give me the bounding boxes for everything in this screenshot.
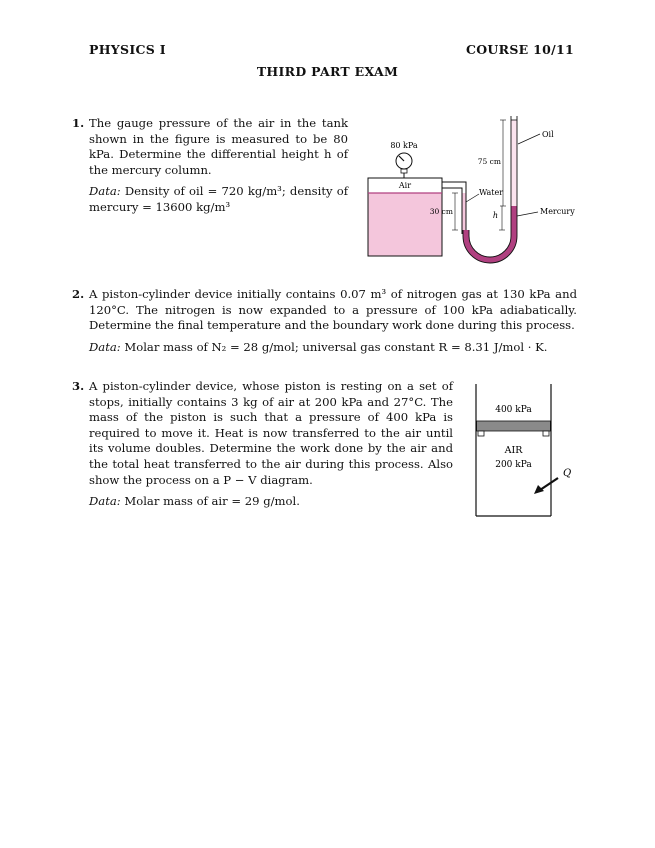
problem-2-number: 2.	[72, 287, 85, 301]
exam-title: THIRD PART EXAM	[256, 64, 399, 79]
problem-3-text: A piston-cylinder device, whose piston is resting on a set of stops, initially contains 3 kg of air at 200 kPa and 27°C. The mass of the piston is such that a pressure of 400 kPa is required to move it. Heat is now transferred to the air until its volume doubles. Determine the work done by the air and the total heat transferred to the air during this process. Also show the process on a P − V diagram.	[89, 379, 453, 487]
gas-label: AIR	[504, 445, 523, 456]
water-label: Water	[479, 188, 504, 197]
manometer-figure	[362, 112, 587, 264]
oil-label: Oil	[542, 130, 554, 139]
problem-2-data-label: Data:	[89, 339, 121, 354]
problem-3-data-text: Molar mass of air = 29 g/mol.	[124, 494, 300, 509]
problem-3-data	[89, 494, 453, 510]
gas-pressure-label: 200 kPa	[495, 460, 532, 470]
mercury-label: Mercury	[540, 207, 575, 216]
heat-arrow-icon	[540, 478, 558, 490]
problem-1-data	[89, 184, 348, 215]
dimension-30cm: 30 cm	[429, 207, 453, 216]
mercury-column	[466, 206, 514, 260]
dimension-h: h	[492, 211, 498, 220]
problem-2-text: A piston-cylinder device initially contains 0.07 m³ of nitrogen gas at 130 kPa and 120°C. The nitrogen is now expanded to a pressure of 100 kPa adiabatically. Determine the final temperature and the boundary work done during this process.	[89, 287, 577, 333]
problem-1-number: 1.	[72, 116, 85, 130]
stop-left	[478, 431, 484, 436]
problem-1-data-text: Density of oil = 720 kg/m³; density of mercury = 13600 kg/m³	[89, 184, 349, 214]
problem-1-text: The gauge pressure of the air in the tank shown in the figure is measured to be 80 kPa. Determine the differential height h of the mercury column.	[89, 116, 348, 177]
piston-cylinder-figure	[470, 382, 580, 520]
tank-label: Air	[398, 181, 412, 190]
problem-3	[89, 379, 453, 510]
heat-label: Q	[563, 468, 572, 479]
problem-1-data-label: Data:	[89, 184, 121, 199]
problem-1	[89, 116, 348, 216]
course-year: COURSE 10/11	[466, 42, 574, 57]
oil-column	[512, 120, 517, 206]
water-in-tank	[369, 193, 442, 256]
piston	[477, 421, 551, 431]
problem-2-data-text: Molar mass of N₂ = 28 g/mol; universal gas constant R = 8.31 J/mol · K.	[124, 339, 548, 354]
gauge-label: 80 kPa	[390, 141, 418, 150]
top-pressure-label: 400 kPa	[495, 405, 532, 415]
problem-3-data-label: Data:	[89, 494, 121, 509]
stop-right	[543, 431, 549, 436]
problem-2	[89, 287, 577, 355]
problem-2-data	[89, 340, 577, 356]
dimension-75cm: 75 cm	[477, 157, 501, 166]
course-name: PHYSICS I	[89, 42, 166, 57]
problem-3-number: 3.	[72, 379, 85, 393]
